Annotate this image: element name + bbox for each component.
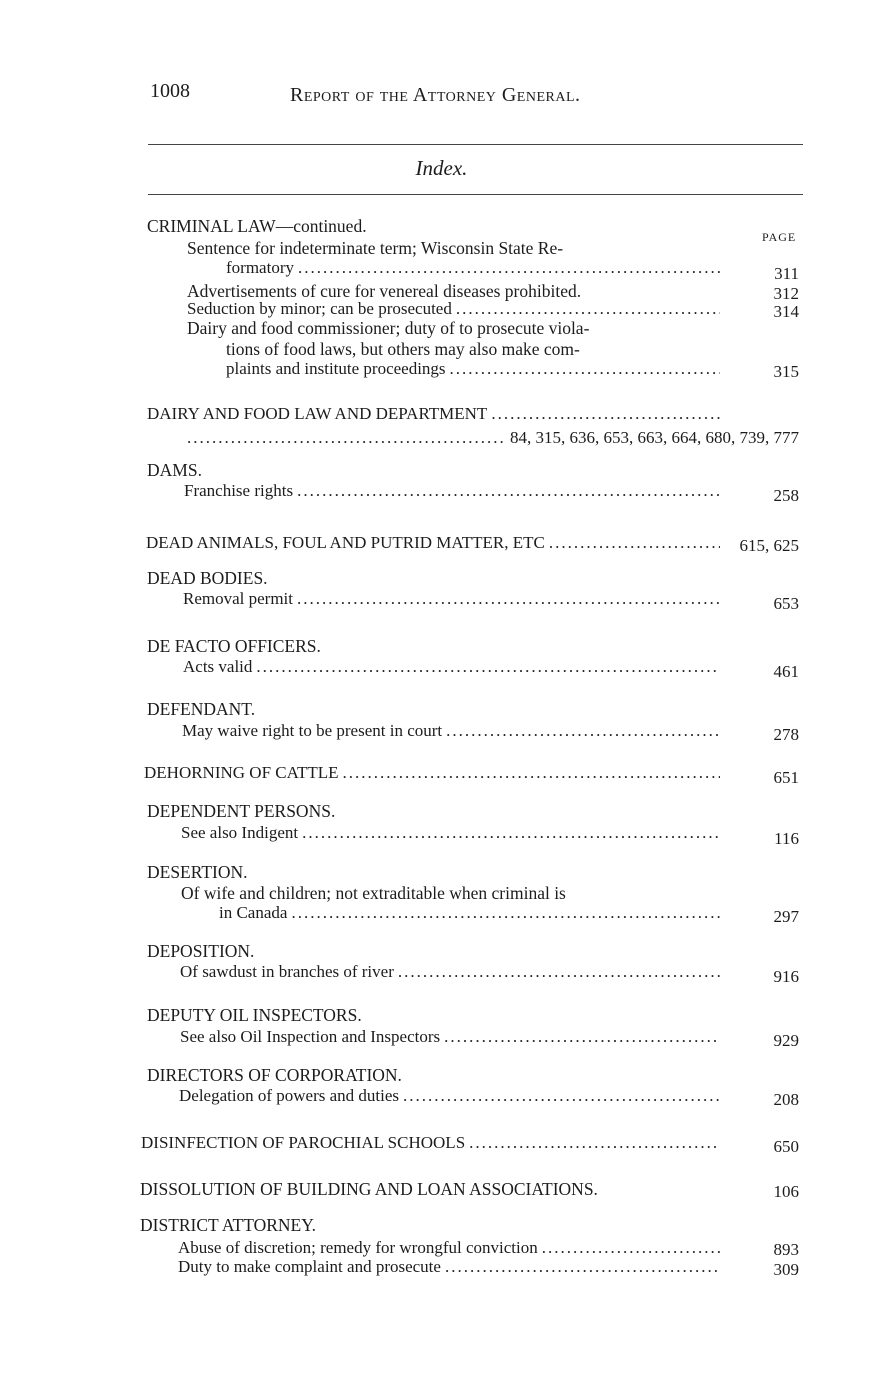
running-head: Report of the Attorney General. bbox=[290, 84, 581, 106]
entry-sub-line: See also Indigent bbox=[181, 823, 299, 842]
entry-sub-line: Advertisements of cure for venereal diseases prohibited. bbox=[187, 281, 582, 301]
leader-line bbox=[178, 1238, 720, 1258]
entry-sub-line: See also Oil Inspection and Inspectors bbox=[180, 1027, 441, 1046]
page-ref: 461 bbox=[773, 662, 799, 681]
entry-sub-line: formatory bbox=[226, 258, 294, 277]
leader-line bbox=[226, 258, 720, 278]
page-ref: 314 bbox=[773, 302, 799, 321]
entry-heading-directors: DIRECTORS OF CORPORATION. bbox=[147, 1065, 402, 1085]
entry-heading-dams: DAMS. bbox=[147, 460, 202, 480]
leader-line bbox=[147, 404, 720, 424]
entry-heading-dissolution: DISSOLUTION OF BUILDING AND LOAN ASSOCIATIONS. bbox=[140, 1179, 598, 1199]
page-ref: 116 bbox=[774, 829, 799, 848]
entry-heading-dairy: DAIRY AND FOOD LAW AND DEPARTMENT bbox=[147, 404, 488, 423]
leader-line bbox=[187, 428, 799, 448]
page-ref: 278 bbox=[773, 725, 799, 744]
page-ref: 615, 625 bbox=[739, 536, 799, 555]
leader-line bbox=[178, 1257, 720, 1277]
entry-heading-deposition: DEPOSITION. bbox=[147, 941, 255, 961]
leader-line bbox=[183, 589, 720, 609]
leader-line bbox=[146, 533, 720, 553]
entry-sub-line: plaints and institute proceedings bbox=[226, 359, 446, 378]
entry-heading-de-facto: DE FACTO OFFICERS. bbox=[147, 636, 321, 656]
entry-sub-line: Abuse of discretion; remedy for wrongful conviction bbox=[178, 1238, 538, 1257]
entry-sub-line: May waive right to be present in court bbox=[182, 721, 443, 740]
leader-line bbox=[184, 481, 720, 501]
page-ref: 208 bbox=[773, 1090, 799, 1109]
top-rule bbox=[148, 144, 803, 145]
entry-sub-line: Dairy and food commissioner; duty of to prosecute viola- bbox=[187, 318, 590, 338]
entry-sub-line: Delegation of powers and duties bbox=[179, 1086, 399, 1105]
entry-sub-line: Seduction by minor; can be prosecuted bbox=[187, 299, 452, 318]
entry-sub-line: Acts valid bbox=[183, 657, 253, 676]
entry-sub-line: Duty to make complaint and prosecute bbox=[178, 1257, 441, 1276]
page-ref: 84, 315, 636, 653, 663, 664, 680, 739, 777 bbox=[510, 428, 799, 447]
entry-sub-line: in Canada bbox=[219, 903, 288, 922]
leader-line bbox=[179, 1086, 720, 1106]
leader-line bbox=[144, 763, 720, 783]
page-ref: 916 bbox=[773, 967, 799, 986]
page-ref: 312 bbox=[773, 284, 799, 303]
leader-line bbox=[180, 962, 720, 982]
entry-heading-dehorning: DEHORNING OF CATTLE bbox=[144, 763, 339, 782]
page-ref: 653 bbox=[773, 594, 799, 613]
leader-line bbox=[182, 721, 720, 741]
page-ref: 106 bbox=[773, 1182, 799, 1201]
entry-heading-dead-bodies: DEAD BODIES. bbox=[147, 568, 268, 588]
leader-line bbox=[181, 823, 720, 843]
page-column-label: PAGE bbox=[762, 230, 797, 244]
entry-sub-line: tions of food laws, but others may also make com- bbox=[226, 339, 580, 359]
index-title: Index. bbox=[415, 156, 468, 180]
entry-heading-dependent: DEPENDENT PERSONS. bbox=[147, 801, 336, 821]
leader-line bbox=[180, 1027, 720, 1047]
entry-heading-defendant: DEFENDANT. bbox=[147, 699, 256, 719]
entry-heading-dead-animals: DEAD ANIMALS, FOUL AND PUTRID MATTER, ETC bbox=[146, 533, 545, 552]
page-ref: 893 bbox=[773, 1240, 799, 1259]
leader-line bbox=[141, 1133, 720, 1153]
page-number: 1008 bbox=[150, 80, 190, 102]
entry-sub-line: Removal permit bbox=[183, 589, 294, 608]
page-ref: 309 bbox=[773, 1260, 799, 1279]
entry-sub-line: Of wife and children; not extraditable when criminal is bbox=[181, 883, 566, 903]
leader-line bbox=[187, 299, 720, 319]
entry-heading-desertion: DESERTION. bbox=[147, 862, 248, 882]
page-ref: 651 bbox=[773, 768, 799, 787]
entry-heading-disinfection: DISINFECTION OF PAROCHIAL SCHOOLS bbox=[141, 1133, 466, 1152]
entry-sub-line: Sentence for indeterminate term; Wisconsin State Re- bbox=[187, 238, 564, 258]
page-ref: 297 bbox=[773, 907, 799, 926]
page-ref: 929 bbox=[773, 1031, 799, 1050]
page-ref: 311 bbox=[774, 264, 799, 283]
leader-line bbox=[183, 657, 720, 677]
page-ref: 650 bbox=[773, 1137, 799, 1156]
leader-line bbox=[219, 903, 720, 923]
entry-sub-line: Of sawdust in branches of river bbox=[180, 962, 394, 981]
entry-heading-district-attorney: DISTRICT ATTORNEY. bbox=[140, 1215, 316, 1235]
bottom-rule bbox=[148, 194, 803, 195]
leader-line bbox=[226, 359, 720, 379]
page-ref: 258 bbox=[773, 486, 799, 505]
entry-sub-line: Franchise rights bbox=[184, 481, 294, 500]
page-ref: 315 bbox=[773, 362, 799, 381]
entry-heading-criminal-law: CRIMINAL LAW—continued. bbox=[147, 216, 367, 236]
entry-heading-deputy-oil: DEPUTY OIL INSPECTORS. bbox=[147, 1005, 362, 1025]
